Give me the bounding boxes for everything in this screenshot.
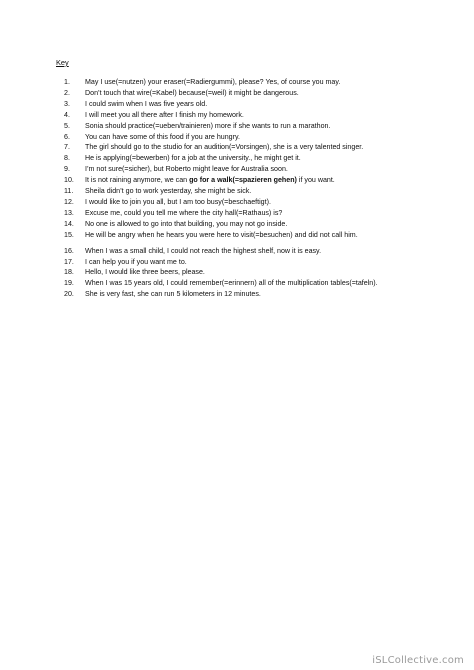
item-text: Don’t touch that wire(=Kabel) because(=weil) it might be dangerous. [85,88,299,97]
list-item [64,110,434,121]
list-item [64,77,434,88]
list-item [64,278,434,289]
list-item [64,175,434,186]
item-text: He is applying(=bewerben) for a job at the university., he might get it. [85,154,301,163]
item-text-after: if you want. [296,176,335,185]
item-number: 10. [64,176,74,185]
item-text: I could swim when I was five years old. [85,99,208,108]
item-number: 8. [64,154,70,163]
list-item [64,257,434,268]
item-text-bold: go for a walk(=spazieren gehen) [189,176,297,185]
item-number: 4. [64,110,70,119]
item-number: 18. [64,268,74,277]
list-item [64,289,434,300]
item-text: Excuse me, could you tell me where the city hall(=Rathaus) is? [85,208,283,217]
list-item [64,219,434,230]
item-text-before: It is not raining anymore, we can [85,176,190,185]
item-text [85,175,434,186]
item-text: Sonia should practice(=ueben/trainieren) more if she wants to run a marathon. [85,121,331,130]
item-text: I’m not sure(=sicher), but Roberto might leave for Australia soon. [85,165,288,174]
item-number: 11. [64,187,74,196]
item-number: 14. [64,219,74,228]
list-item [64,246,434,257]
item-number: 5. [64,121,70,130]
list-item [64,132,434,143]
item-number: 17. [64,257,74,266]
item-number: 6. [64,132,70,141]
item-number: 15. [64,230,74,239]
item-number: 13. [64,208,74,217]
item-text: Sheila didn’t go to work yesterday, she might be sick. [85,187,252,196]
item-number: 12. [64,197,74,206]
list-item [64,197,434,208]
list-item [64,99,434,110]
list-item [64,186,434,197]
item-text: You can have some of this food if you are hungry. [85,132,240,141]
item-text: She is very fast, she can run 5 kilometers in 12 minutes. [85,290,261,299]
item-text: I can help you if you want me to. [85,257,187,266]
item-number: 16. [64,246,74,255]
item-number: 19. [64,279,74,288]
list-item [64,121,434,132]
list-item [64,208,434,219]
watermark: iSLCollective.com [372,655,464,666]
item-text: When I was 15 years old, I could remember(=erinnern) all of the multiplication tables(=tafeln). [85,279,378,288]
answer-key-list [64,77,434,300]
item-text: May I use(=nutzen) your eraser(=Radiergummi), please? Yes, of course you may. [85,78,341,86]
item-text: I will meet you all there after I finish my homework. [85,110,244,119]
list-item [64,142,434,153]
item-text: Hello, I would like three beers, please. [85,268,205,277]
item-text: The girl should go to the studio for an audition(=Vorsingen), she is a very talented singer. [85,143,364,152]
item-number: 9. [64,165,70,174]
list-item [64,88,434,99]
list-item [64,153,434,164]
item-number: 3. [64,99,70,108]
item-text: When I was a small child, I could not reach the highest shelf, now it is easy. [85,246,322,255]
item-number: 1. [64,78,70,86]
item-text: I would like to join you all, but I am too busy(=beschaeftigt). [85,197,271,206]
list-item [64,164,434,175]
list-item [64,230,434,241]
item-text: He will be angry when he hears you were here to visit(=besuchen) and did not call him. [85,230,358,239]
item-number: 2. [64,88,70,97]
item-number: 20. [64,290,74,299]
list-item [64,267,434,278]
item-text: No one is allowed to go into that building, you may not go inside. [85,219,288,228]
item-number: 7. [64,143,70,152]
key-heading: Key [56,58,69,67]
